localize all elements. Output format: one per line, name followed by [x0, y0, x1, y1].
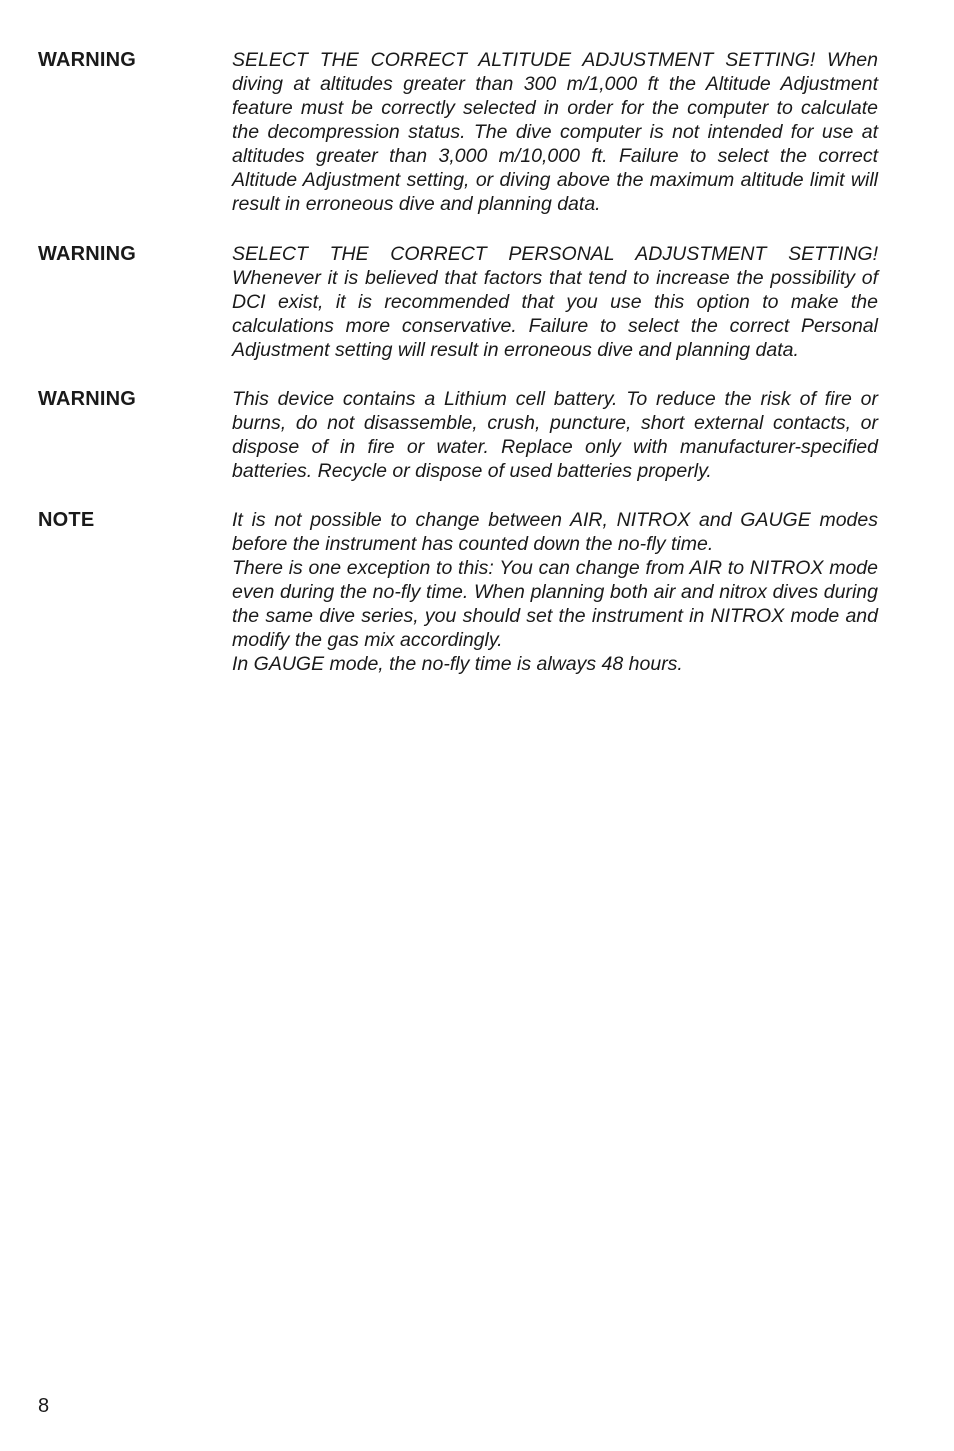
notice-paragraph: It is not possible to change between AIR, NITROX and GAUGE modes before the instrument has counted down the no-fly time.	[232, 509, 878, 555]
notice-label: NOTE	[38, 509, 95, 531]
notice-label: WARNING	[38, 49, 137, 71]
notice-paragraph: SELECT THE CORRECT PERSONAL ADJUSTMENT SETTING! Whenever it is believed that factors that tend to increase the possibility of DCI exist, it is recommended that you use this option to make the calculations more conservative. Failure to select the correct Personal Adjustment setting will result in erroneous dive and planning data.	[232, 243, 878, 361]
notice-paragraph: SELECT THE CORRECT ALTITUDE ADJUSTMENT SETTING! When diving at altitudes greater than 300 m/1,000 ft the Altitude Adjustment feature must be correctly selected in order for the computer to calculate the decompression status. The dive computer is not intended for use at altitudes greater than 3,000 m/10,000 ft. Failure to select the correct Altitude Adjustment setting, or diving above the maximum altitude limit will result in erroneous dive and planning data.	[232, 49, 878, 215]
notice-body	[232, 387, 878, 483]
page-number: 8	[38, 1395, 50, 1417]
notice-paragraph: This device contains a Lithium cell battery. To reduce the risk of fire or burns, do not disassemble, crush, puncture, short external contacts, or dispose of in fire or water. Replace only with manufacturer-specified batteries. Recycle or dispose of used batteries properly.	[232, 388, 878, 482]
notice-label: WARNING	[38, 243, 137, 265]
notice-paragraph: There is one exception to this: You can change from AIR to NITROX mode even during the no-fly time. When planning both air and nitrox dives during the same dive series, you should set the instrument in NITROX mode and modify the gas mix accordingly.	[232, 557, 878, 651]
notice-body	[232, 242, 878, 362]
notice-body	[232, 48, 878, 216]
notice-label: WARNING	[38, 388, 137, 410]
notice-paragraph: In GAUGE mode, the no-fly time is always 48 hours.	[232, 653, 683, 675]
notice-body	[232, 508, 878, 676]
